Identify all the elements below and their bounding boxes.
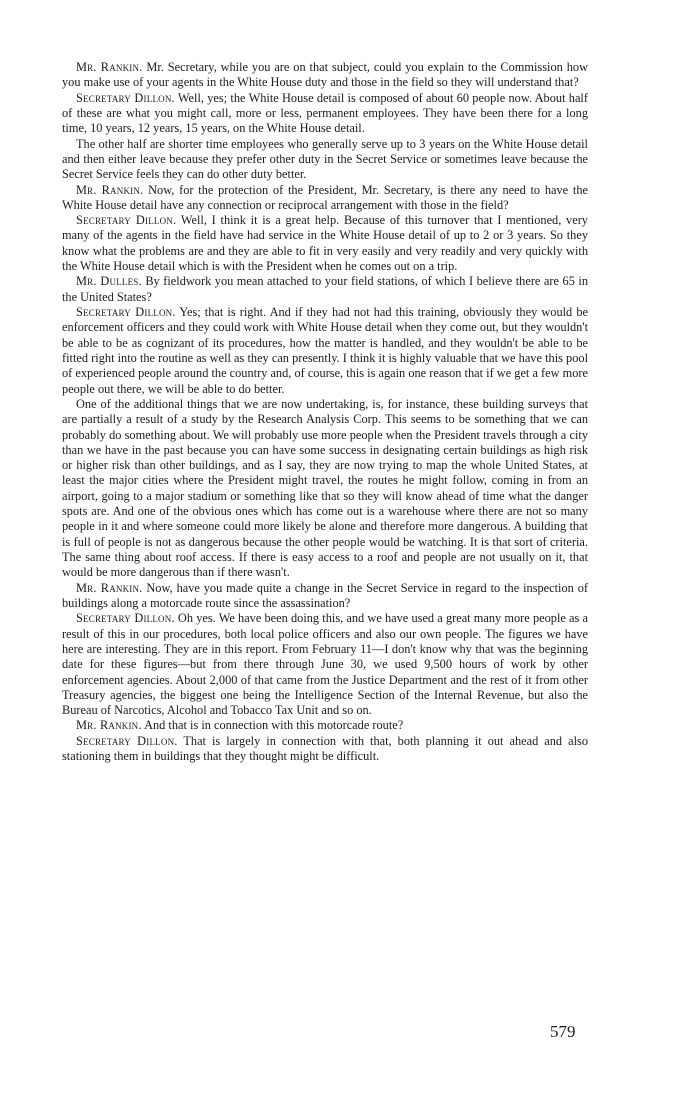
- paragraph-10: [62, 611, 588, 718]
- paragraph-text: By fieldwork you mean attached to your field stations, of which I believe there are 65 in the United States?: [62, 274, 588, 304]
- paragraph-text: Well, I think it is a great help. Because of this turnover that I mentioned, very many of the agents in the field have had service in the White House detail of up to 2 or 3 years. So they know what the problems are and they are able to fit in very easily and very readily and very quickly with the White House detail which is with the President when he comes out on a trip.: [62, 213, 588, 274]
- speaker-name: Mr. Rankin.: [76, 580, 143, 595]
- speaker-name: Mr. Dulles.: [76, 274, 142, 289]
- paragraph-text: And that is in connection with this motorcade route?: [144, 718, 404, 733]
- transcript-body: [62, 60, 588, 764]
- paragraph-text: Yes; that is right. And if they had not had this training, obviously they would be enforcement officers and they could work with White House detail when they come out, but they wouldn't be able to be as cognizant of its procedures, how the matter is handled, and they wouldn't be able to be fitted right into the routine as well as they can presently. I think it is highly valuable that we have this pool of experienced people around the country and, of course, this is again one reason that if we get a few more people out there, we will be able to do better.: [62, 305, 588, 396]
- paragraph-4: [62, 183, 588, 214]
- speaker-name: Secretary Dillon.: [76, 733, 178, 748]
- speaker-name: Mr. Rankin.: [76, 60, 143, 74]
- page-number: 579: [550, 1022, 576, 1041]
- paragraph-text: Well, yes; the White House detail is composed of about 60 people now. About half of these are what you might call, more or less, permanent employees. They have been there for a long time, 10 years, 12 years, 15 years, on the White House detail.: [62, 90, 588, 136]
- speaker-name: Secretary Dillon.: [76, 611, 175, 626]
- speaker-name: Secretary Dillon.: [76, 213, 177, 228]
- paragraph-text: One of the additional things that we are now undertaking, is, for instance, these building surveys that are partially a result of a study by the Research Analysis Corp. This seems to be something that we can probably do something about. We will probably use more people when the President travels through a city than we have in the past because you can have some success in designating certain buildings as high risk or higher risk than other buildings, and as I say, they are now trying to map the whole United States, at least the major cities where the President might travel, the routes he might follow, coming in from an airport, going to a major stadium or something like that so they will know ahead of time what the danger spots are. And one of the obvious ones which has come out is a warehouse where there are not so many people in it and where someone could more likely be alone and therefore more dangerous. A building that is full of people is not as dangerous because the other people would be watching. It is that sort of criteria. The same thing about roof access. If there is easy access to a roof and people are not usually on it, that would be more dangerous than if there wasn't.: [62, 396, 588, 580]
- paragraph-8: [62, 397, 588, 581]
- paragraph-7: [62, 305, 588, 397]
- speaker-name: Mr. Rankin.: [76, 718, 142, 733]
- paragraph-11: [62, 718, 588, 733]
- paragraph-9: [62, 581, 588, 612]
- paragraph-3: [62, 137, 588, 183]
- paragraph-text: Now, have you made quite a change in the Secret Service in regard to the inspection of buildings along a motorcade route since the assassination?: [62, 580, 589, 610]
- paragraph-text: Mr. Secretary, while you are on that subject, could you explain to the Commission how you make use of your agents in the White House duty and those in the field so they will understand that?: [62, 60, 588, 90]
- paragraph-1: [62, 60, 588, 91]
- speaker-name: Secretary Dillon.: [76, 90, 175, 105]
- paragraph-text: That is largely in connection with that, both planning it out ahead and also stationing them in buildings that they thought might be difficult.: [62, 733, 588, 764]
- paragraph-12: [62, 734, 588, 765]
- paragraph-6: [62, 274, 588, 305]
- speaker-name: Mr. Rankin.: [76, 182, 144, 197]
- paragraph-2: [62, 91, 588, 137]
- paragraph-text: Oh yes. We have been doing this, and we have used a great many more people as a result of this in our procedures, both local police officers and also our own people. The figures we have here are interesting. They are in this report. From February 11—I don't know why that was the beginning date for these figures—but from there through June 30, we used 9,500 hours of work by other enforcement agencies. About 2,000 of that came from the Justice Department and the rest of it from other Treasury agencies, the biggest one being the Intelligence Section of the Internal Revenue, but also the Bureau of Narcotics, Alcohol and Tobacco Tax Unit and so on.: [62, 611, 588, 718]
- paragraph-5: [62, 213, 588, 274]
- paragraph-text: The other half are shorter time employees who generally serve up to 3 years on the White House detail and then either leave because they prefer other duty in the Secret Service or sometimes leave because the Secret Service feels they can do other duty better.: [62, 136, 588, 182]
- paragraph-text: Now, for the protection of the President, Mr. Secretary, is there any need to have the White House detail have any connection or reciprocal arrangement with those in the field?: [62, 182, 588, 212]
- speaker-name: Secretary Dillon.: [76, 305, 176, 319]
